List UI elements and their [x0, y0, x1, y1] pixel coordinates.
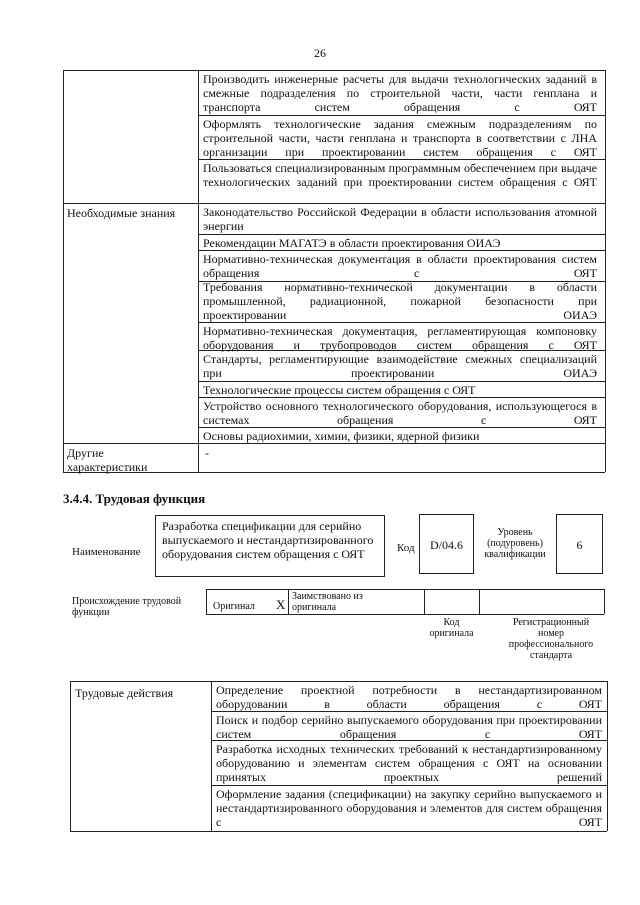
- skill-item: Пользоваться специализированным программным обеспечением при выдаче технологических заданий при проектировании систем обращения с ОЯТ: [203, 161, 597, 189]
- original-label: Оригинал: [213, 601, 255, 612]
- skill-item: Оформлять технологические задания смежным подразделениям по строительной части, части генплана и транспорта в соответствии с ЛНА организации при проектировании систем обращения с ОЯТ: [203, 117, 597, 159]
- knowledge-item: Законодательство Российской Федерации в области использования атомной энергии: [203, 205, 597, 233]
- knowledge-item: Стандарты, регламентирующие взаимодействие смежных специализаций при проектировании ОИАЭ: [203, 352, 597, 380]
- action-item: Разработка исходных технических требований к нестандартизированному оборудованию и элементам систем обращения с ОЯТ на основании принятых проектных решений: [216, 742, 602, 784]
- other-label: Другие: [67, 446, 104, 460]
- other-label: характеристики: [67, 460, 148, 474]
- knowledge-item: Требования нормативно-технической документации в области промышленной, радиационной, пожарной безопасности при проектировании ОИАЭ: [203, 280, 597, 322]
- knowledge-label: Необходимые знания: [67, 206, 176, 220]
- code-original-label: Код оригинала: [429, 617, 474, 639]
- other-value: -: [205, 446, 209, 460]
- level-box: [556, 514, 603, 574]
- knowledge-item: Рекомендации МАГАТЭ в области проектирования ОИАЭ: [203, 236, 501, 250]
- knowledge-item: Нормативно-техническая документация в области проектирования систем обращения с ОЯТ: [203, 252, 597, 280]
- action-item: Определение проектной потребности в нестандартизированном оборудовании в области обращения с ОЯТ: [216, 683, 602, 711]
- knowledge-item: Устройство основного технологического оборудования, использующегося в системах обращения с ОЯТ: [203, 399, 597, 427]
- actions-label: Трудовые действия: [75, 686, 174, 700]
- level-label: Уровень (подуровень) квалификации: [484, 527, 546, 560]
- action-item: Оформление задания (спецификации) на закупку серийно выпускаемого и нестандартизированного оборудования и элементов для систем обращения с ОЯТ: [216, 787, 602, 829]
- skill-item: Производить инженерные расчеты для выдачи технологических заданий в смежные подразделения по строительной части, части генплана и транспорта систем обращения с ОЯТ: [203, 72, 597, 114]
- name-value: Разработка спецификации для серийно выпускаемого и нестандартизированного оборудования систем обращения с ОЯТ: [162, 519, 374, 561]
- borrowed-label: Заимствовано из оригинала: [292, 591, 363, 613]
- knowledge-item: Основы радиохимии, химии, физики, ядерной физики: [203, 429, 480, 443]
- action-item: Поиск и подбор серийно выпускаемого оборудования при проектировании систем обращения с ОЯТ: [216, 713, 602, 741]
- name-box: [155, 515, 385, 577]
- page-number: 26: [314, 46, 326, 60]
- knowledge-item: Технологические процессы систем обращения с ОЯТ: [203, 383, 476, 397]
- code-box: [419, 514, 474, 574]
- reg-number-label: Регистрационный номер профессионального стандарта: [508, 617, 594, 661]
- name-label: Наименование: [72, 546, 141, 558]
- level-value: 6: [576, 538, 583, 552]
- origin-label: Происхождение трудовой функции: [72, 596, 182, 618]
- original-mark: X: [276, 597, 286, 612]
- knowledge-item: Нормативно-техническая документация, регламентирующая компоновку оборудования и трубопроводов систем обращения с ОЯТ: [203, 324, 597, 352]
- code-value: D/04.6: [430, 538, 463, 552]
- section-heading: 3.4.4. Трудовая функция: [63, 491, 206, 506]
- code-label: Код: [397, 542, 415, 554]
